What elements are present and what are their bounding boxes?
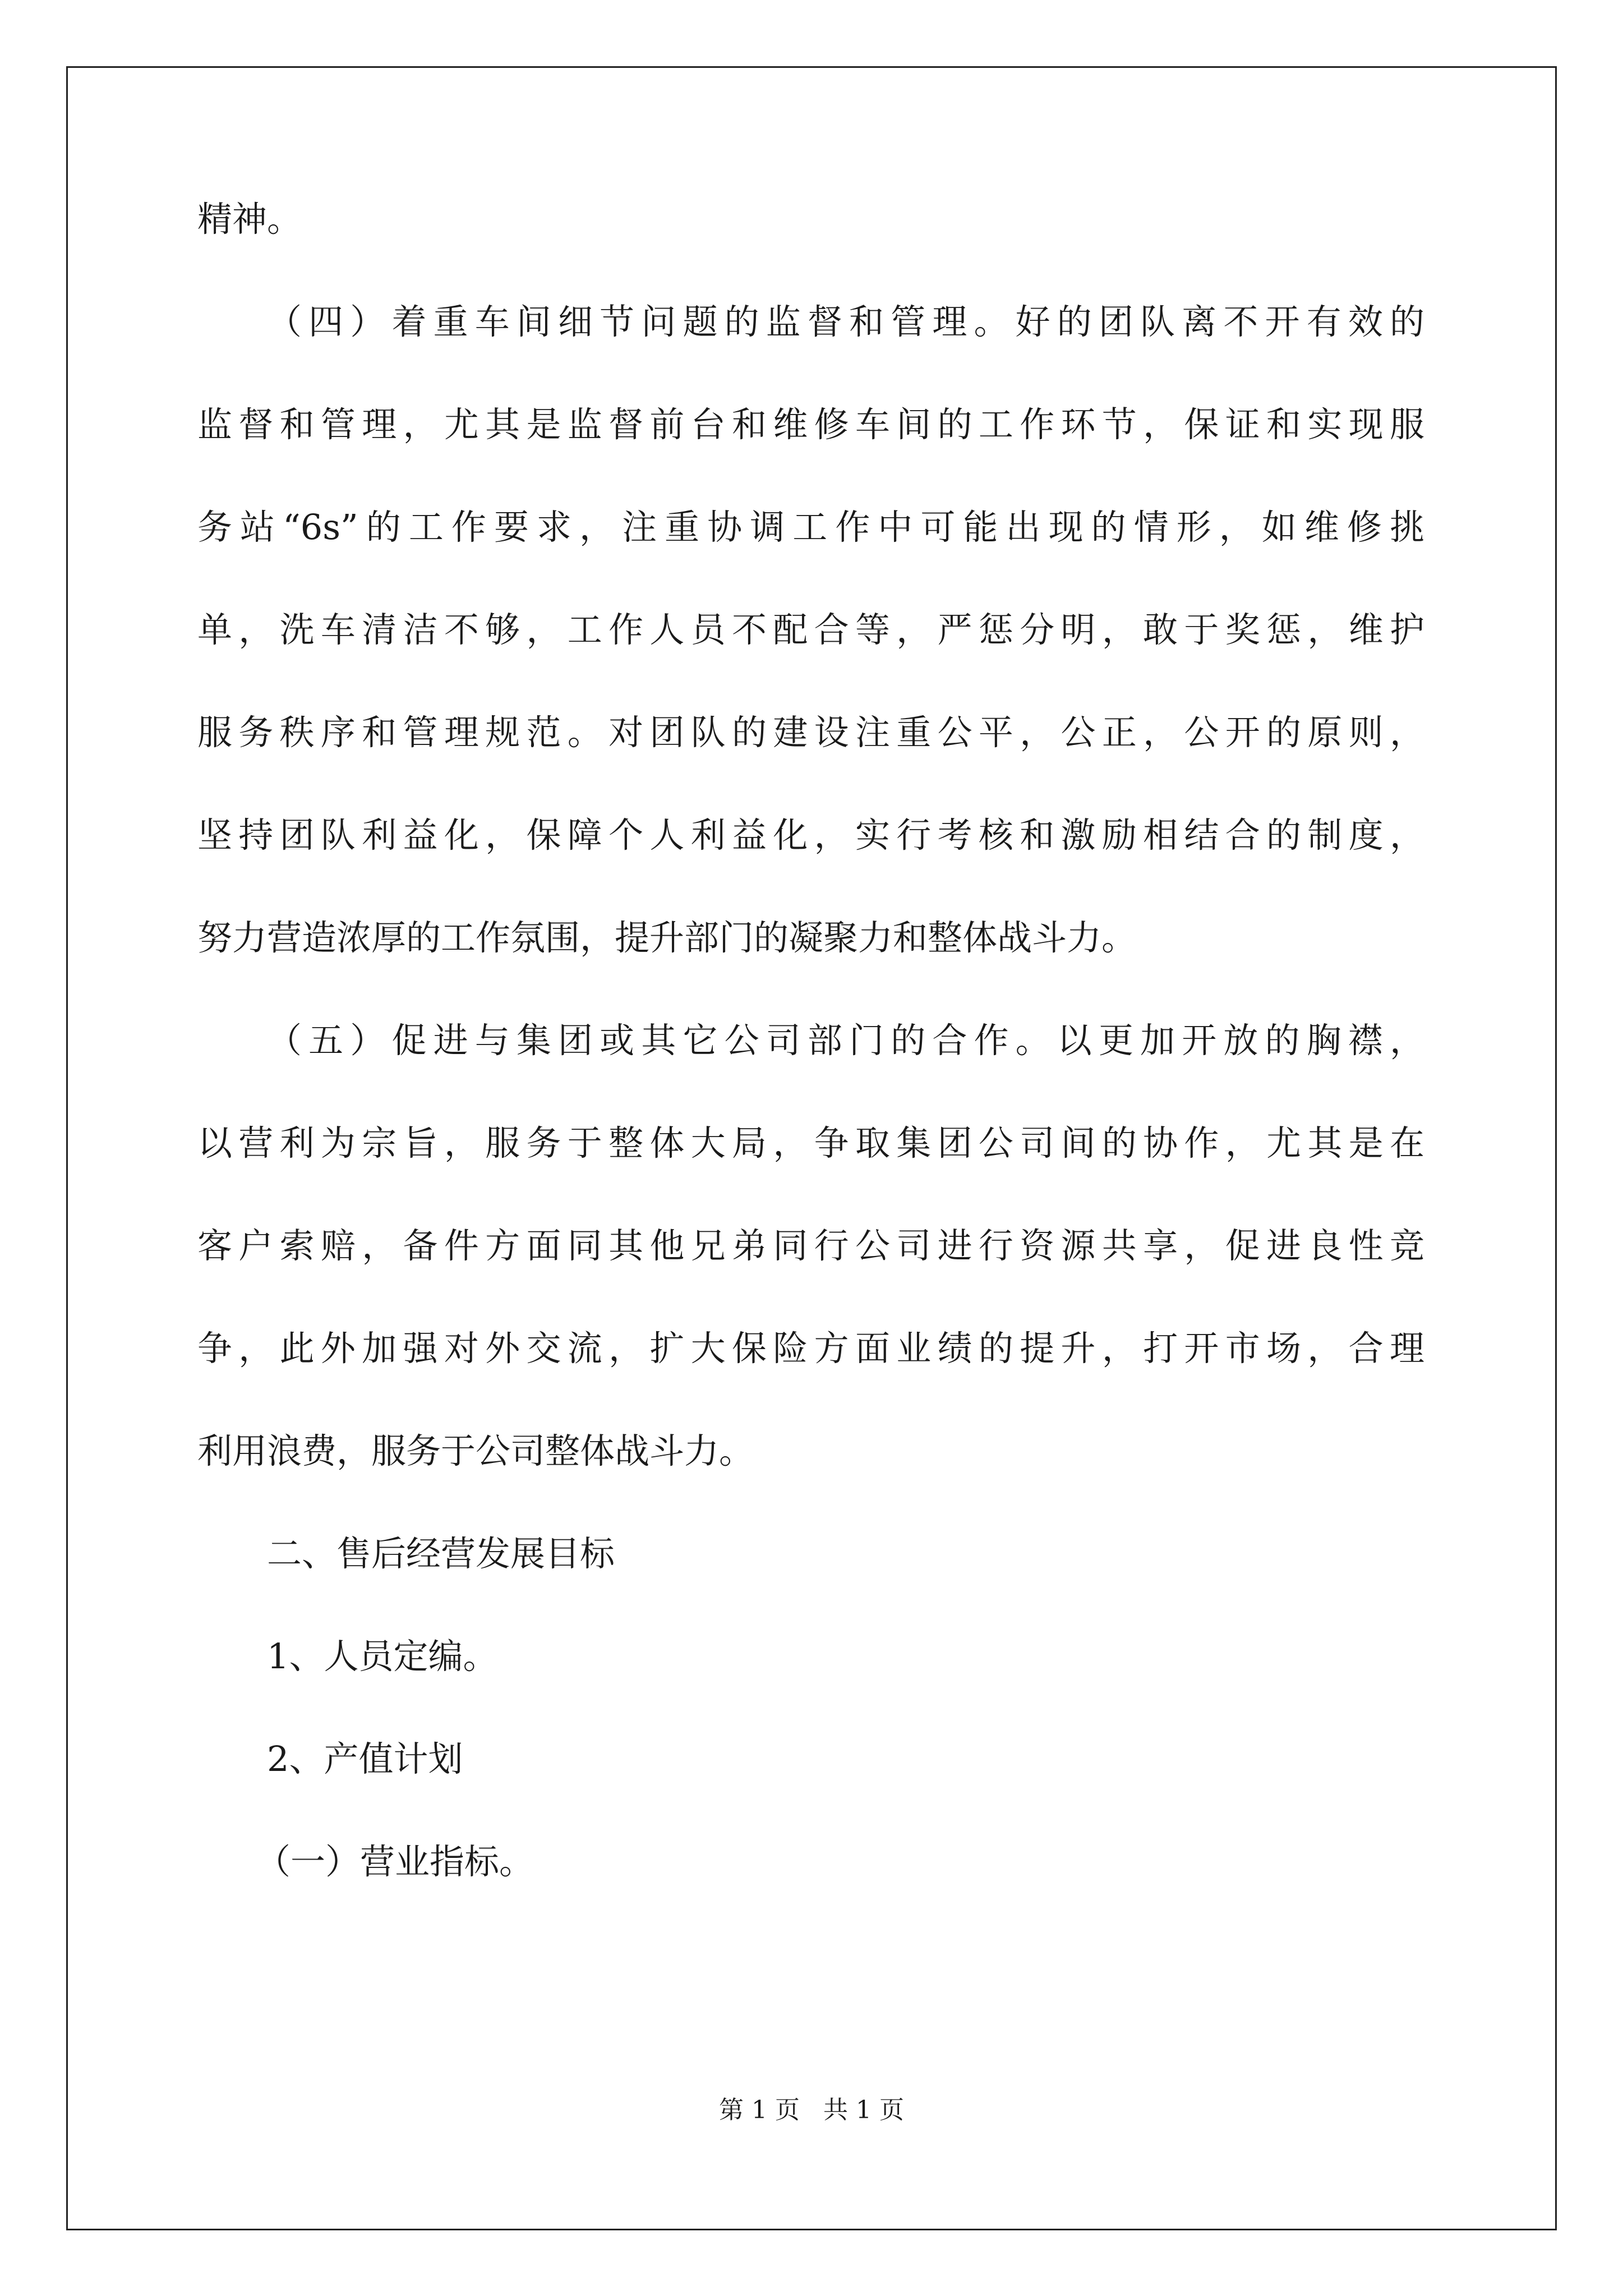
document-body bbox=[197, 199, 1424, 1947]
text-line: 客户索赔，备件方面同其他兄弟同行公司进行资源共享，促进良性竞 bbox=[197, 1225, 1424, 1266]
text-line: 监督和管理，尤其是监督前台和维修车间的工作环节，保证和实现服 bbox=[197, 404, 1424, 445]
text-line: （五）促进与集团或其它公司部门的合作。以更加开放的胸襟， bbox=[267, 1020, 1424, 1061]
text-line: 服务秩序和管理规范。对团队的建设注重公平，公正，公开的原则， bbox=[197, 712, 1424, 753]
text-line: 争，此外加强对外交流，扩大保险方面业绩的提升，打开市场，合理 bbox=[197, 1328, 1424, 1369]
text-line: 务站“6s”的工作要求，注重协调工作中可能出现的情形，如维修挑 bbox=[197, 507, 1424, 547]
page-number-footer: 第 1 页 共 1 页 bbox=[719, 2096, 904, 2124]
text-line: （四）着重车间细节问题的监督和管理。好的团队离不开有效的 bbox=[267, 301, 1424, 342]
sub-heading: （一）营业指标。 bbox=[256, 1841, 534, 1882]
text-line: 利用浪费，服务于公司整体战斗力。 bbox=[197, 1430, 754, 1471]
text-line: 以营利为宗旨，服务于整体大局，争取集团公司间的协作，尤其是在 bbox=[197, 1122, 1424, 1163]
text-line: 坚持团队利益化，保障个人利益化，实行考核和激励相结合的制度， bbox=[197, 815, 1424, 855]
list-item: 1、人员定编。 bbox=[267, 1636, 498, 1677]
section-heading: 二、售后经营发展目标 bbox=[267, 1533, 615, 1574]
text-line: 单，洗车清洁不够，工作人员不配合等，严惩分明，敢于奖惩，维护 bbox=[197, 609, 1424, 650]
text-line: 精神。 bbox=[197, 199, 302, 240]
text-line: 努力营造浓厚的工作氛围，提升部门的凝聚力和整体战斗力。 bbox=[197, 917, 1137, 958]
list-item: 2、产值计划 bbox=[267, 1738, 463, 1779]
